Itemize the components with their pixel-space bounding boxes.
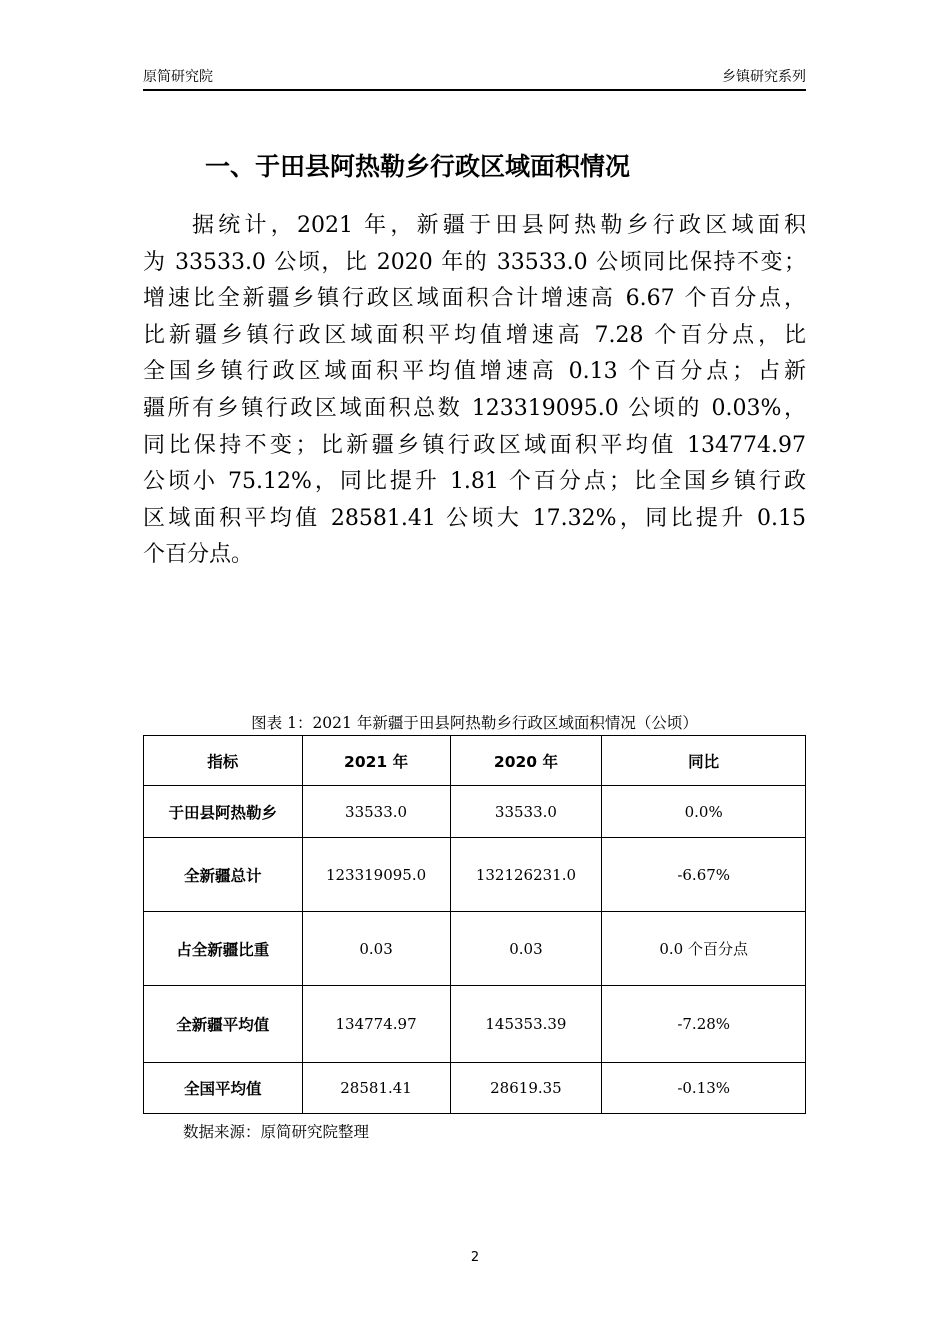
table-row — [144, 912, 806, 986]
row-label: 全新疆总计 — [144, 838, 303, 912]
paragraph-line: 公顷小 75.12%，同比提升 1.81 个百分点；比全国乡镇行政 — [143, 469, 806, 495]
section-title: 一、于田县阿热勒乡行政区域面积情况 — [205, 152, 631, 181]
paragraph-line: 为 33533.0 公顷，比 2020 年的 33533.0 公顷同比保持不变； — [143, 249, 806, 275]
paragraph-line: 比新疆乡镇行政区域面积平均值增速高 7.28 个百分点，比 — [143, 322, 806, 348]
cell: -0.13% — [602, 1063, 806, 1114]
table-caption: 图表 1：2021 年新疆于田县阿热勒乡行政区域面积情况（公顷） — [251, 714, 698, 732]
cell: 134774.97 — [302, 986, 450, 1063]
row-label: 占全新疆比重 — [144, 912, 303, 986]
paragraph-line: 区域面积平均值 28581.41 公顷大 17.32%，同比提升 0.15 — [143, 505, 806, 531]
header-right: 乡镇研究系列 — [722, 69, 806, 85]
header-cell: 指标 — [144, 736, 303, 786]
page-number: 2 — [470, 1250, 480, 1265]
paragraph-line: 据统计，2021 年，新疆于田县阿热勒乡行政区域面积 — [192, 213, 806, 238]
cell: 132126231.0 — [450, 838, 602, 912]
cell: 0.03 — [450, 912, 602, 986]
header-rule — [143, 89, 806, 91]
cell: -7.28% — [602, 986, 806, 1063]
body-paragraph — [143, 208, 806, 574]
cell: 0.0 个百分点 — [602, 912, 806, 986]
header-cell: 2021 年 — [302, 736, 450, 786]
table-row — [144, 1063, 806, 1114]
cell: 145353.39 — [450, 986, 602, 1063]
cell: 33533.0 — [302, 786, 450, 838]
paragraph-line: 同比保持不变；比新疆乡镇行政区域面积平均值 134774.97 — [143, 432, 806, 458]
row-label: 于田县阿热勒乡 — [144, 786, 303, 838]
data-table — [143, 735, 806, 1114]
cell: 0.0% — [602, 786, 806, 838]
header-left: 原简研究院 — [143, 69, 213, 85]
cell: 33533.0 — [450, 786, 602, 838]
paragraph-line: 疆所有乡镇行政区域面积总数 123319095.0 公顷的 0.03%， — [143, 395, 806, 421]
paragraph-line: 个百分点。 — [143, 542, 254, 568]
cell: 0.03 — [302, 912, 450, 986]
table-header-row — [144, 736, 806, 786]
row-label: 全新疆平均值 — [144, 986, 303, 1063]
table-source: 数据来源：原简研究院整理 — [183, 1123, 370, 1141]
row-label: 全国平均值 — [144, 1063, 303, 1114]
header-cell: 同比 — [602, 736, 806, 786]
cell: -6.67% — [602, 838, 806, 912]
paragraph-line: 全国乡镇行政区域面积平均值增速高 0.13 个百分点；占新 — [143, 359, 806, 385]
table-row — [144, 986, 806, 1063]
cell: 28581.41 — [302, 1063, 450, 1114]
cell: 123319095.0 — [302, 838, 450, 912]
paragraph-line: 增速比全新疆乡镇行政区域面积合计增速高 6.67 个百分点， — [143, 286, 806, 312]
header-cell: 2020 年 — [450, 736, 602, 786]
cell: 28619.35 — [450, 1063, 602, 1114]
table-row — [144, 786, 806, 838]
table-row — [144, 838, 806, 912]
